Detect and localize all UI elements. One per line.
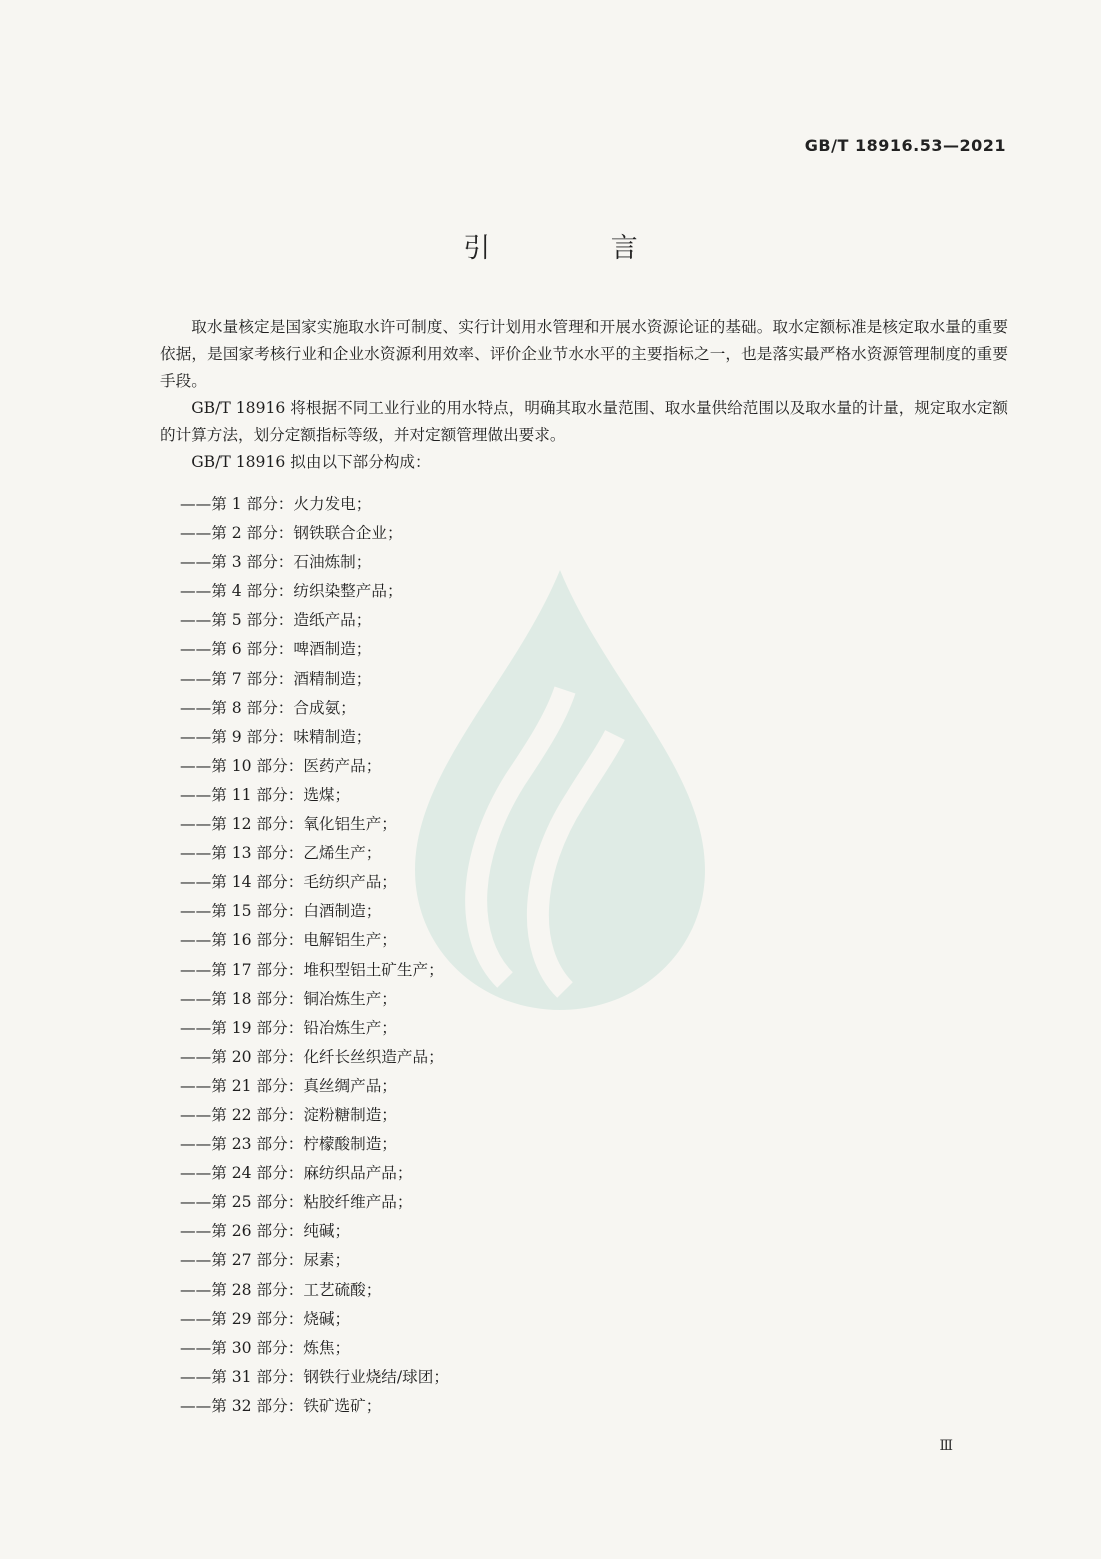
list-item: ——第 21 部分：真丝绸产品；: [180, 1076, 397, 1095]
list-item: ——第 15 部分：白酒制造；: [180, 902, 382, 921]
list-item: ——第 27 部分：尿素；: [180, 1251, 351, 1270]
list-item: ——第 9 部分：味精制造；: [180, 727, 372, 746]
list-item: ——第 19 部分：铅冶炼生产；: [180, 1018, 397, 1037]
list-item: ——第 26 部分：纯碱；: [180, 1222, 351, 1241]
list-item: ——第 28 部分：工艺硫酸；: [180, 1280, 382, 1299]
paragraph: GB/T 18916 拟由以下部分构成：: [191, 453, 431, 471]
list-item: ——第 22 部分：淀粉糖制造；: [180, 1105, 397, 1124]
list-item: ——第 32 部分：铁矿选矿；: [180, 1396, 382, 1415]
list-item: ——第 20 部分：化纤长丝织造产品；: [180, 1047, 444, 1066]
list-item: ——第 12 部分：氧化铝生产；: [180, 815, 397, 834]
list-item: ——第 5 部分：造纸产品；: [180, 611, 372, 630]
list-item: ——第 25 部分：粘胶纤维产品；: [180, 1193, 413, 1212]
list-item: ——第 23 部分：柠檬酸制造；: [180, 1135, 397, 1154]
standard-code: GB/T 18916.53—2021: [804, 136, 1006, 155]
list-item: ——第 18 部分：铜冶炼生产；: [180, 989, 397, 1008]
parts-list: [180, 490, 660, 1421]
list-item: ——第 3 部分：石油炼制；: [180, 553, 372, 572]
page-title: 引 言: [463, 233, 694, 264]
list-item: ——第 30 部分：炼焦；: [180, 1338, 351, 1357]
list-item: ——第 14 部分：毛纺织产品；: [180, 873, 397, 892]
list-item: ——第 2 部分：钢铁联合企业；: [180, 524, 403, 543]
list-item: ——第 29 部分：烧碱；: [180, 1309, 351, 1328]
list-item: ——第 31 部分：钢铁行业烧结/球团；: [180, 1367, 449, 1386]
list-item: ——第 13 部分：乙烯生产；: [180, 844, 382, 863]
list-item: ——第 7 部分：酒精制造；: [180, 669, 372, 688]
list-item: ——第 4 部分：纺织染整产品；: [180, 582, 403, 601]
list-item: ——第 10 部分：医药产品；: [180, 756, 382, 775]
intro-body: [160, 314, 1008, 476]
paragraph: 取水量核定是国家实施取水许可制度、实行计划用水管理和开展水资源论证的基础。取水定额标准是核定取水量的重要依据，是国家考核行业和企业水资源利用效率、评价企业节水水平的主要指标之一，也是落实最严格水资源管理制度的重要手段。: [160, 318, 1008, 390]
list-item: ——第 1 部分：火力发电；: [180, 495, 372, 513]
list-item: ——第 8 部分：合成氨；: [180, 698, 356, 717]
list-item: ——第 6 部分：啤酒制造；: [180, 640, 372, 659]
list-item: ——第 24 部分：麻纺织品产品；: [180, 1164, 413, 1183]
list-item: ——第 17 部分：堆积型铝土矿生产；: [180, 960, 444, 979]
page-number: Ⅲ: [939, 1438, 953, 1454]
list-item: ——第 11 部分：选煤；: [180, 785, 351, 804]
paragraph: GB/T 18916 将根据不同工业行业的用水特点，明确其取水量范围、取水量供给范围以及取水量的计量，规定取水定额的计算方法，划分定额指标等级，并对定额管理做出要求。: [160, 399, 1008, 444]
list-item: ——第 16 部分：电解铝生产；: [180, 931, 397, 950]
